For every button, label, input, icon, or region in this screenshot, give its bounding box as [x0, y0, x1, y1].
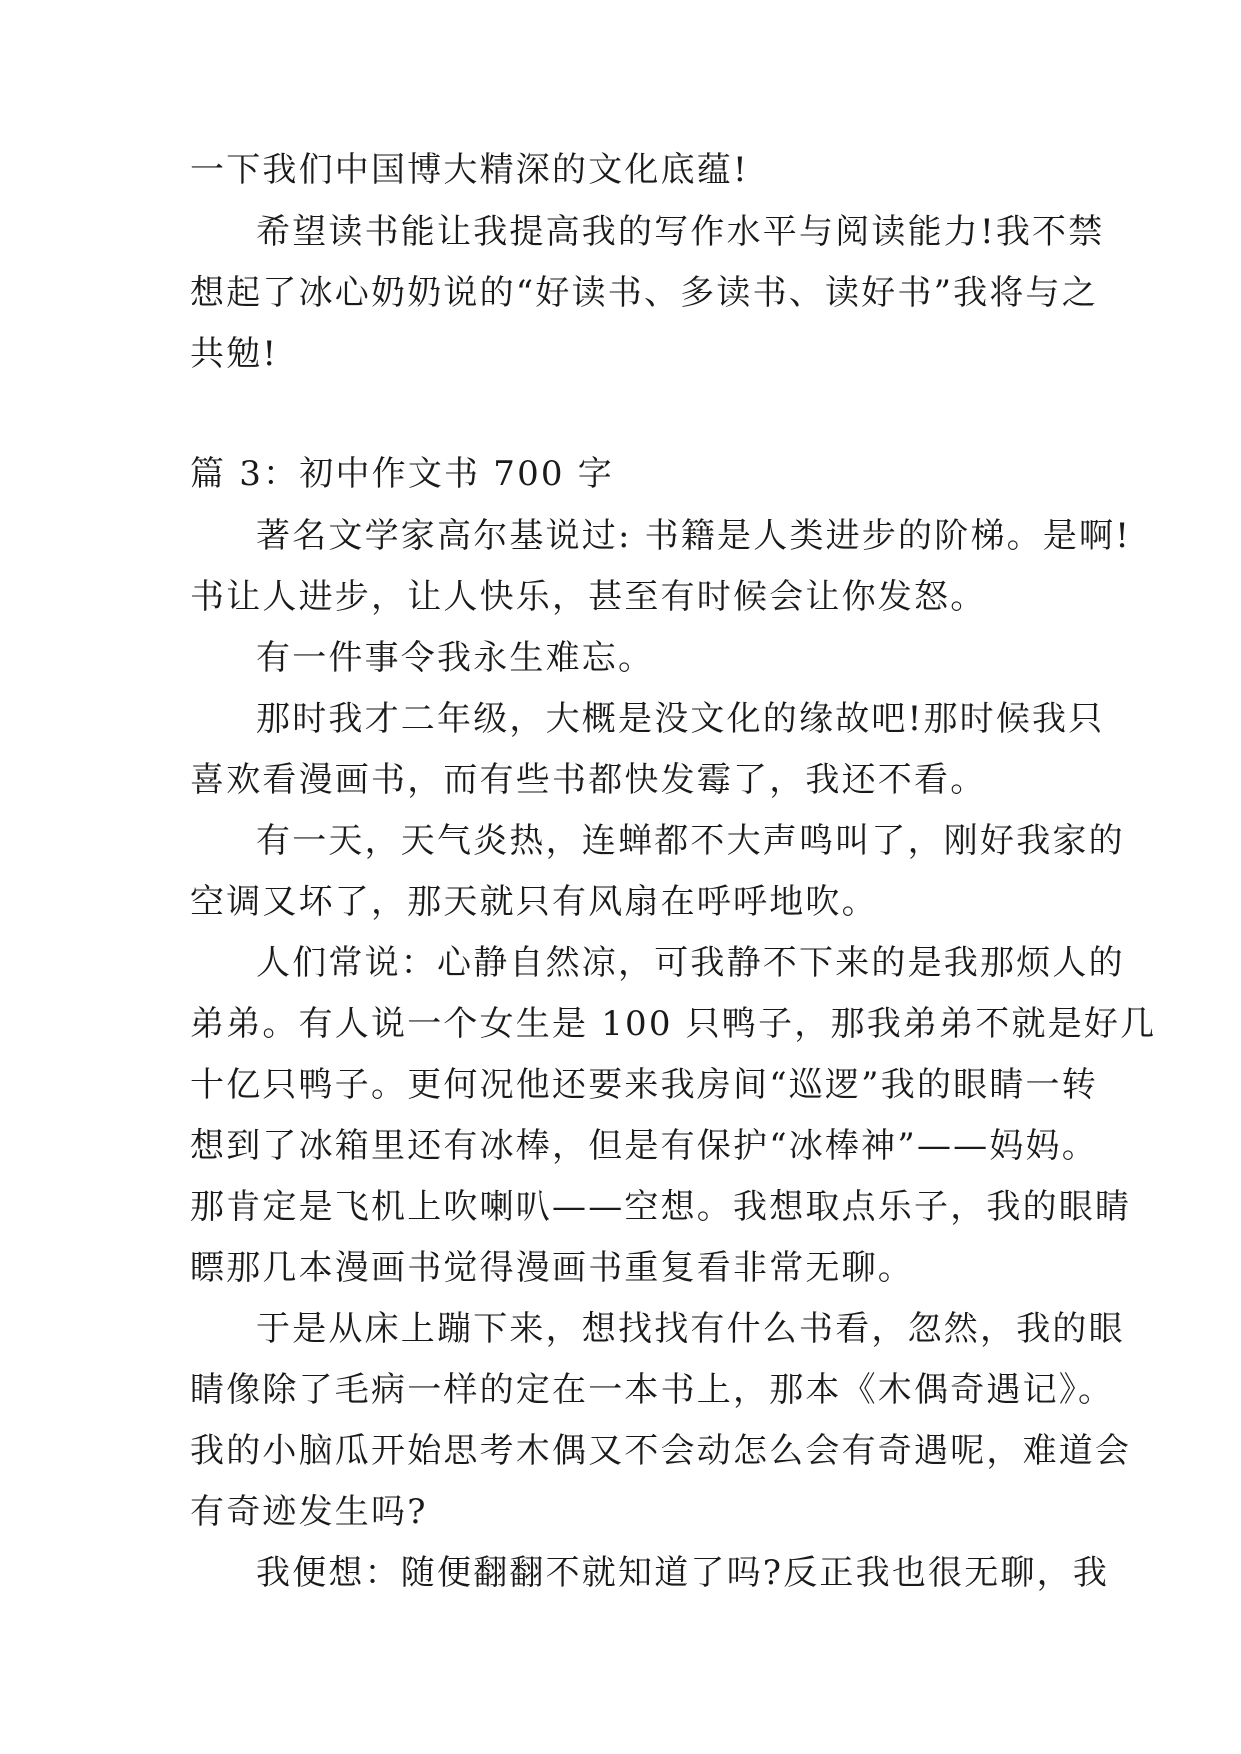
paragraph-first-line: 有一件事令我永生难忘。: [256, 638, 655, 678]
body-text-line: 弟弟。有人说一个女生是 100 只鸭子，那我弟弟不就是好几: [190, 1004, 1157, 1044]
body-text-line: 空调又坏了，那天就只有风扇在呼呼地吹。: [190, 882, 878, 922]
body-text-line: 我的小脑瓜开始思考木偶又不会动怎么会有奇遇呢，难道会: [190, 1431, 1132, 1471]
body-text-line: 瞟那几本漫画书觉得漫画书重复看非常无聊。: [190, 1248, 914, 1288]
body-text-line: 共勉!: [190, 334, 279, 374]
paragraph-first-line: 于是从床上蹦下来，想找找有什么书看，忽然，我的眼: [256, 1309, 1125, 1349]
paragraph-first-line: 希望读书能让我提高我的写作水平与阅读能力!我不禁: [256, 212, 1105, 252]
paragraph-first-line: 著名文学家高尔基说过: 书籍是人类进步的阶梯。是啊!: [256, 516, 1132, 556]
section-heading: 篇 3：初中作文书 700 字: [190, 454, 614, 494]
body-text-line: 睛像除了毛病一样的定在一本书上，那本《木偶奇遇记》。: [190, 1370, 1115, 1410]
body-text-line: 那肯定是飞机上吹喇叭——空想。我想取点乐子，我的眼睛: [190, 1187, 1132, 1227]
body-text-line: 十亿只鸭子。更何况他还要来我房间“巡逻”我的眼睛一转: [190, 1065, 1098, 1105]
body-text-line: 想起了冰心奶奶说的“好读书、多读书、读好书”我将与之: [190, 273, 1098, 313]
body-text-line: 想到了冰箱里还有冰棒，但是有保护“冰棒神”——妈妈。: [190, 1126, 1098, 1166]
body-text-line: 书让人进步，让人快乐，甚至有时候会让你发怒。: [190, 577, 987, 617]
body-text-line: 有奇迹发生吗?: [190, 1492, 428, 1532]
paragraph-first-line: 那时我才二年级，大概是没文化的缘故吧!那时候我只: [256, 699, 1105, 739]
paragraph-first-line: 我便想：随便翻翻不就知道了吗?反正我也很无聊，我: [256, 1553, 1110, 1593]
body-text-line: 一下我们中国博大精深的文化底蕴!: [190, 150, 749, 190]
paragraph-first-line: 人们常说：心静自然凉，可我静不下来的是我那烦人的: [256, 943, 1125, 983]
paragraph-first-line: 有一天，天气炎热，连蝉都不大声鸣叫了，刚好我家的: [256, 821, 1125, 861]
body-text-line: 喜欢看漫画书，而有些书都快发霉了，我还不看。: [190, 760, 987, 800]
